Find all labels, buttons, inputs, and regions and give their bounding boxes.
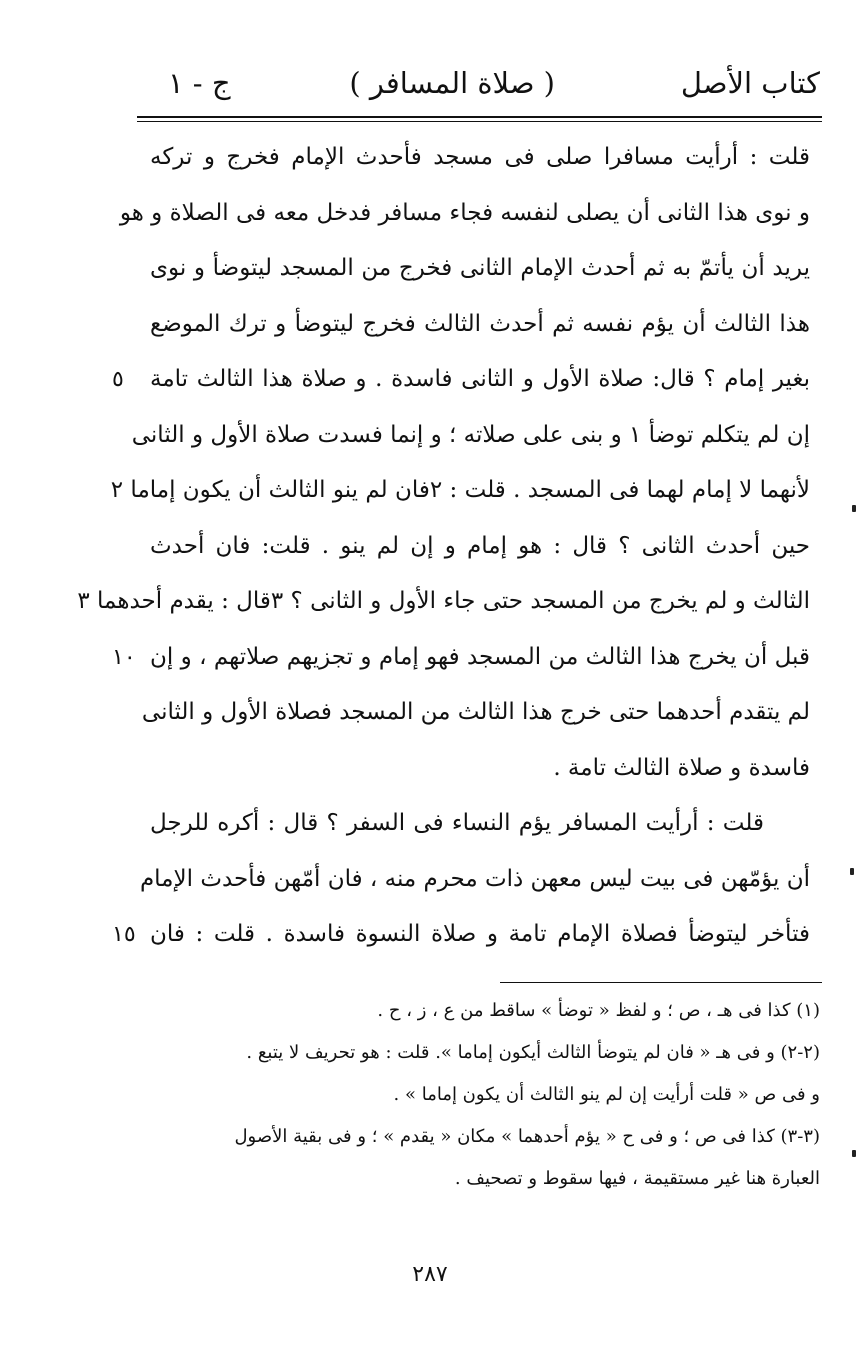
scan-speck: [852, 505, 856, 512]
text-line: يريد أن يأتمّ به ثم أحدث الإمام الثانى فخرج من المسجد ليتوضأ و نوى: [150, 255, 810, 281]
text-line: فتأخر ليتوضأ فصلاة الإمام تامة و صلاة النسوة فاسدة . قلت : فان: [150, 921, 810, 947]
text-line: بغير إمام ؟ قال: صلاة الأول و الثانى فاسدة . و صلاة هذا الثالث تامة: [150, 366, 810, 392]
footnote-line: (٣-٣) كذا فى ص ؛ و فى ح « يؤم أحدهما » مكان « يقدم » ؛ و فى بقية الأصول: [234, 1126, 820, 1147]
chapter-title: ( صلاة المسافر ): [349, 66, 555, 100]
volume-label: ج - ١: [168, 66, 231, 100]
header-rule-thick: [137, 116, 822, 118]
footnote-line: (١) كذا فى هـ ، ص ؛ و لفظ « توضأ » ساقط من ع ، ز ، ح .: [377, 1000, 820, 1021]
footnote-rule: [500, 982, 822, 983]
text-line: أن يؤمّهن فى بيت ليس معهن ذات محرم منه ، فان أمّهن فأحدث الإمام: [139, 865, 810, 892]
line-number-5: ٥: [112, 367, 124, 392]
text-line: فاسدة و صلاة الثالث تامة .: [553, 754, 810, 781]
text-line: لأنهما لا إمام لهما فى المسجد . قلت : ٢فان لم ينو الثالث أن يكون إماما ٢: [110, 477, 810, 503]
text-line: هذا الثالث أن يؤم نفسه ثم أحدث الثالث فخرج ليتوضأ و ترك الموضع: [150, 310, 810, 337]
scan-speck: [850, 868, 854, 875]
text-line: قبل أن يخرج هذا الثالث من المسجد فهو إمام و تجزيهم صلاتهم ، و إن: [150, 643, 810, 670]
text-line: إن لم يتكلم توضأ ١ و بنى على صلاته ؛ و إنما فسدت صلاة الأول و الثانى: [131, 421, 810, 448]
text-line: و نوى هذا الثانى أن يصلى لنفسه فجاء مسافر فدخل معه فى الصلاة و هو: [119, 199, 810, 226]
running-header: [150, 60, 820, 104]
footnote-line: و فى ص « قلت أرأيت إن لم ينو الثالث أن يكون إماما » .: [393, 1084, 820, 1105]
scan-speck: [852, 1150, 856, 1157]
book-title: كتاب الأصل: [680, 66, 820, 100]
text-line: قلت : أرأيت المسافر يؤم النساء فى السفر ؟ قال : أكره للرجل: [150, 810, 764, 836]
header-rule-thin: [137, 121, 822, 122]
line-number-10: ١٠: [112, 645, 136, 670]
line-number-15: ١٥: [112, 922, 136, 947]
footnote-line: العبارة هنا غير مستقيمة ، فيها سقوط و تصحيف .: [454, 1168, 820, 1189]
page-number: ٢٨٧: [412, 1262, 448, 1287]
footnotes: [150, 990, 820, 1200]
text-line: حين أحدث الثانى ؟ قال : هو إمام و إن لم ينو . قلت: فان أحدث: [150, 532, 810, 559]
text-line: قلت : أرأيت مسافرا صلى فى مسجد فأحدث الإمام فخرج و تركه: [150, 144, 810, 170]
text-line: لم يتقدم أحدهما حتى خرج هذا الثالث من المسجد فصلاة الأول و الثانى: [141, 699, 810, 725]
footnote-line: (٢-٢) و فى هـ « فان لم يتوضأ الثالث أيكون إماما ». قلت : هو تحريف لا يتبع .: [246, 1042, 820, 1063]
text-line: الثالث و لم يخرج من المسجد حتى جاء الأول و الثانى ؟ ٣قال : يقدم أحدهما ٣: [77, 588, 810, 614]
